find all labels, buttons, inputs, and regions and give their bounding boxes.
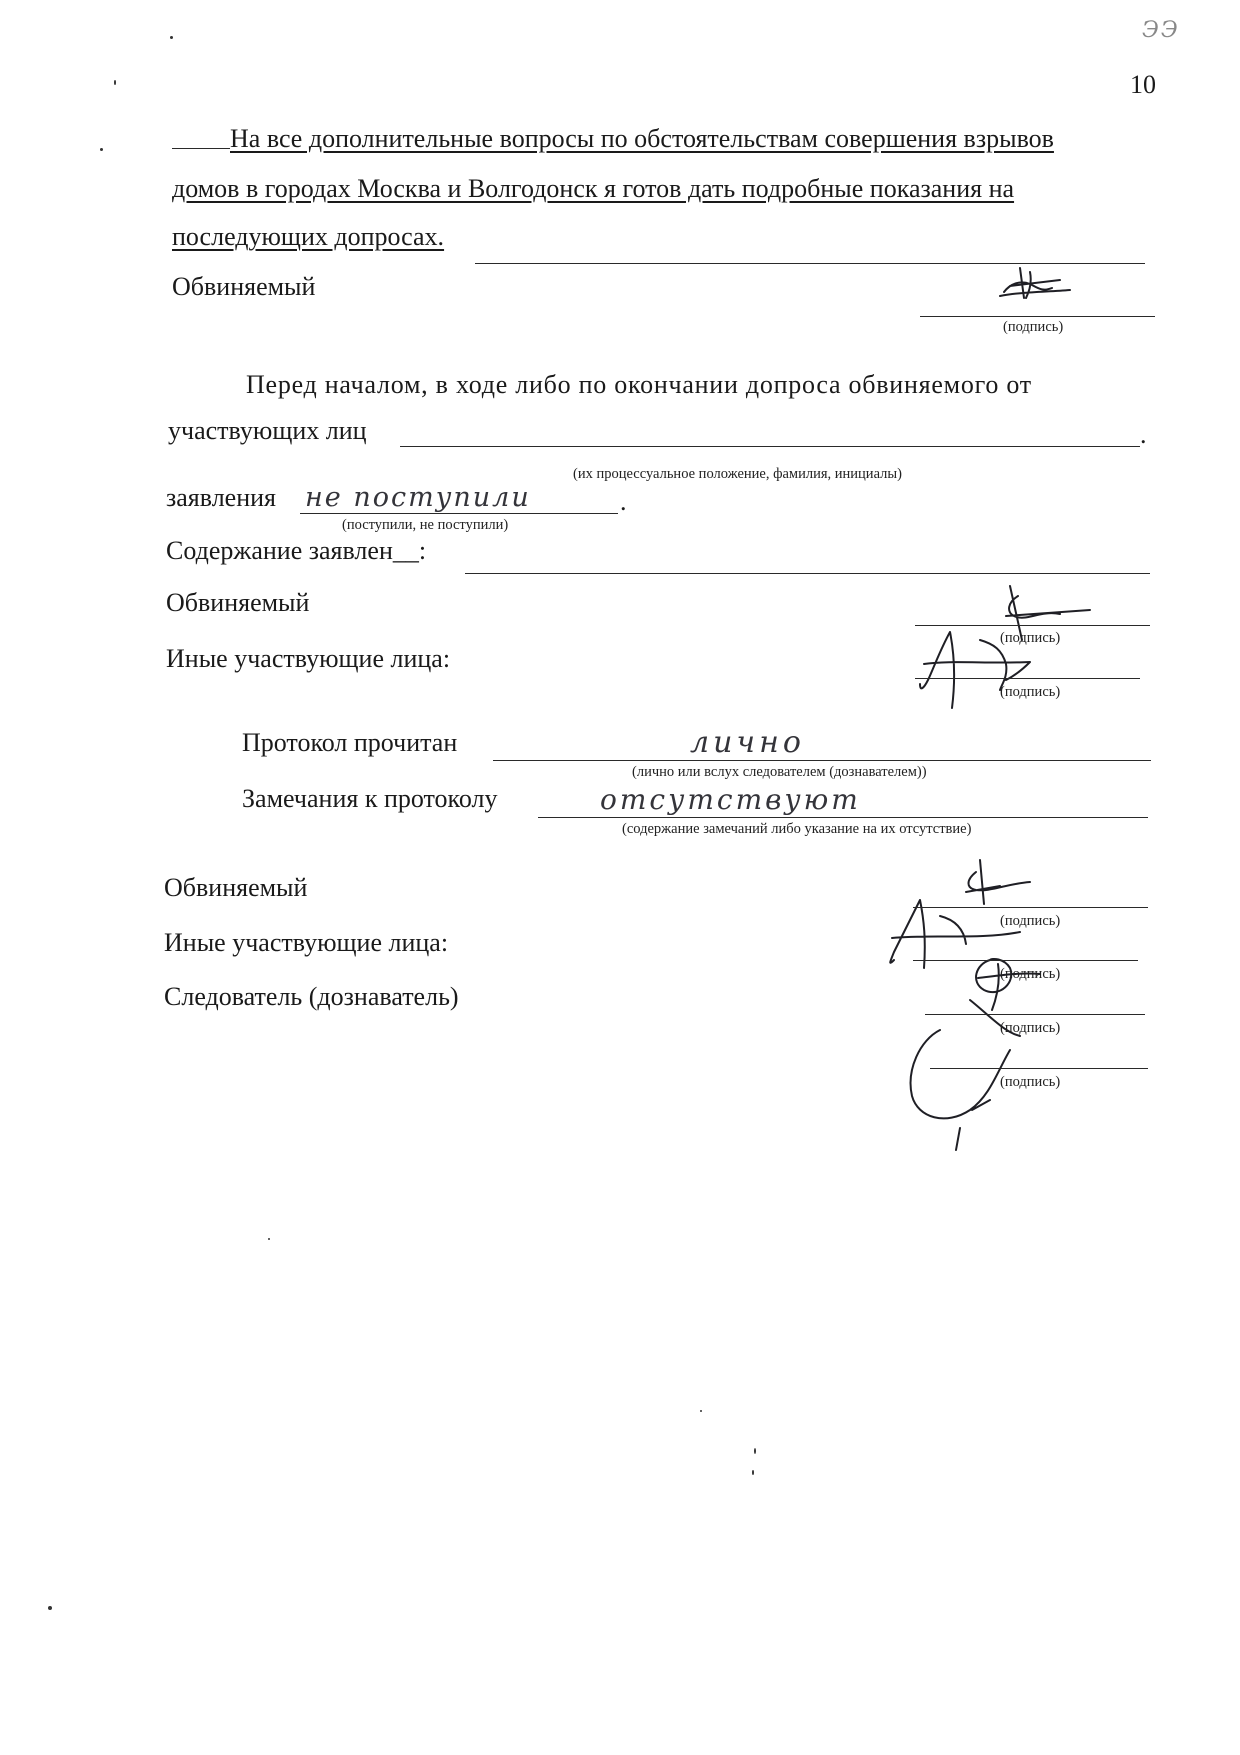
final-accused-signature-line <box>913 907 1148 908</box>
participant-signature-line-1 <box>915 678 1140 679</box>
statements-label: заявления <box>166 483 277 512</box>
final-extra-signature-caption: (подпись) <box>1000 1020 1061 1036</box>
statements-handwritten-value: не поступили <box>305 482 531 513</box>
investigator-signature-caption: (подпись) <box>1000 1074 1061 1090</box>
protocol-read-handwritten-value: лично <box>690 725 805 760</box>
accused-signature-caption-1: (подпись) <box>1003 319 1064 335</box>
protocol-read-fill-line <box>493 760 1151 761</box>
scan-speck <box>48 1606 52 1610</box>
statements-intro-line-1: Перед началом, в ходе либо по окончании допроса обвиняемого от <box>246 370 1032 399</box>
accused-signature-caption-2: (подпись) <box>1000 630 1061 646</box>
statements-fill-line <box>300 513 618 514</box>
accused-label-1: Обвиняемый <box>172 272 316 301</box>
final-accused-signature-caption: (подпись) <box>1000 913 1061 929</box>
scan-speck <box>752 1470 754 1475</box>
participant-signature-caption-1: (подпись) <box>1000 684 1061 700</box>
accused-signature-line-1 <box>920 316 1155 317</box>
scan-speck <box>700 1410 702 1412</box>
statement-line-1: На все дополнительные вопросы по обстоятельствам совершения взрывов <box>230 124 1054 153</box>
accused-label-2: Обвиняемый <box>166 588 310 617</box>
investigator-label: Следователь (дознаватель) <box>164 982 459 1011</box>
accused-signature-line-2 <box>915 625 1150 626</box>
scan-speck <box>268 1238 270 1240</box>
scan-speck <box>754 1448 756 1454</box>
statement-content-label: Содержание заявлен__: <box>166 536 427 565</box>
participants-end: . <box>1140 420 1147 449</box>
final-participant-signature-line <box>913 960 1138 961</box>
scan-speck <box>114 80 116 85</box>
protocol-remarks-handwritten-value: отсутствуют <box>600 783 861 816</box>
final-extra-signature-line <box>925 1014 1145 1015</box>
final-participant-signature-caption: (подпись) <box>1000 966 1061 982</box>
protocol-read-caption: (лично или вслух следователем (дознавателем)) <box>632 764 927 780</box>
participants-label: участвующих лиц <box>168 416 367 445</box>
statement-line-3: последующих допросах. <box>172 222 445 251</box>
statements-end: . <box>620 487 627 516</box>
protocol-remarks-label: Замечания к протоколу <box>242 784 498 813</box>
statement-content-fill-line <box>465 573 1150 574</box>
corner-mark: ЭЭ <box>1142 18 1180 43</box>
final-accused-label: Обвиняемый <box>164 873 308 902</box>
indent-underline <box>172 148 230 149</box>
accused-signature-1 <box>990 262 1080 307</box>
protocol-remarks-caption: (содержание замечаний либо указание на их отсутствие) <box>622 821 972 837</box>
other-participants-label-1: Иные участвующие лица: <box>166 644 451 673</box>
scan-speck <box>170 36 173 39</box>
statements-caption: (поступили, не поступили) <box>342 517 509 533</box>
page-number: 10 <box>1130 70 1156 99</box>
statement-line-2: домов в городах Москва и Волгодонск я готов дать подробные показания на <box>172 174 1015 203</box>
participants-caption: (их процессуальное положение, фамилия, инициалы) <box>573 466 902 482</box>
protocol-read-label: Протокол прочитан <box>242 728 458 757</box>
final-other-participants-label: Иные участвующие лица: <box>164 928 449 957</box>
protocol-remarks-fill-line <box>538 817 1148 818</box>
final-signatures-group <box>880 860 1110 1140</box>
scan-speck <box>100 148 103 151</box>
participants-fill-line <box>400 446 1140 447</box>
investigator-signature-line <box>930 1068 1148 1069</box>
